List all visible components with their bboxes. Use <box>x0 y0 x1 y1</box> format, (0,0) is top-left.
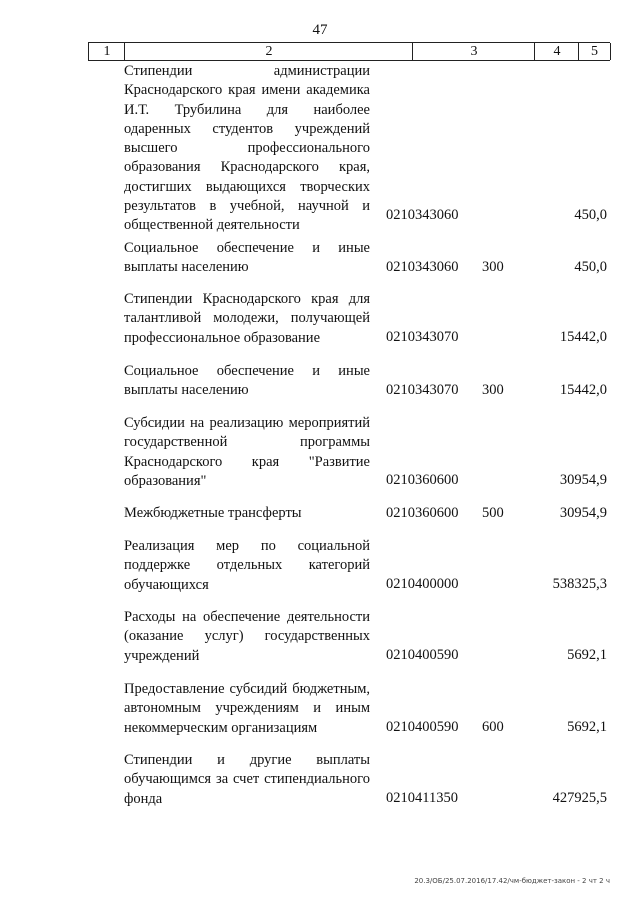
column-header-2: 2 <box>124 43 413 60</box>
row-amount: 30954,9 <box>559 472 607 488</box>
row-amount: 5692,1 <box>567 719 607 735</box>
row-code: 0210411350 <box>386 790 458 806</box>
column-header-4: 4 <box>534 43 579 60</box>
row-amount: 15442,0 <box>559 329 607 345</box>
row-code: 0210343060 <box>386 259 459 275</box>
table-header <box>88 42 610 61</box>
page-number: 47 <box>312 22 328 38</box>
row-amount: 450,0 <box>574 207 607 223</box>
row-name: Социальное обеспечение и иные выплаты населению <box>124 363 370 399</box>
footer-stamp: 20.3/ОБ/25.07.2016/17.42/чм-бюджет-закон - 2 чт 2 ч <box>414 877 610 885</box>
column-header-5: 5 <box>578 43 611 60</box>
row-code: 0210360600 <box>386 472 459 488</box>
row-name: Реализация мер по социальной поддержке отдельных категорий обучающихся <box>124 538 370 593</box>
column-header-1: 1 <box>88 43 125 60</box>
row-name: Стипендии и другие выплаты обучающимся за счет стипендиального фонда <box>124 752 370 807</box>
row-amount: 450,0 <box>574 259 607 275</box>
row-code: 0210343070 <box>386 382 459 398</box>
row-amount: 30954,9 <box>559 505 607 521</box>
row-type: 300 <box>482 382 504 398</box>
row-amount: 427925,5 <box>552 790 607 806</box>
row-name: Предоставление субсидий бюджетным, автономным учреждениям и иным некоммерческим организациям <box>124 681 370 736</box>
row-code: 0210360600 <box>386 505 459 521</box>
row-name: Межбюджетные трансферты <box>124 505 302 521</box>
row-code: 0210400000 <box>386 576 459 592</box>
row-amount: 5692,1 <box>567 647 607 663</box>
row-code: 0210343070 <box>386 329 459 345</box>
row-type: 500 <box>482 505 504 521</box>
row-amount: 538325,3 <box>552 576 607 592</box>
column-header-3: 3 <box>412 43 535 60</box>
row-type: 600 <box>482 719 504 735</box>
row-code: 0210400590 <box>386 647 459 663</box>
row-code: 0210343060 <box>386 207 459 223</box>
row-type: 300 <box>482 259 504 275</box>
row-code: 0210400590 <box>386 719 459 735</box>
row-amount: 15442,0 <box>559 382 607 398</box>
row-name: Расходы на обеспечение деятельности (оказание услуг) государственных учреждений <box>124 609 370 664</box>
row-name: Стипендии Краснодарского края для талантливой молодежи, получающей профессиональное образование <box>124 291 370 346</box>
row-name: Стипендии администрации Краснодарского края имени академика И.Т. Трубилина для наиболее одаренных студентов учреждений высшего профессионального образования Краснодарского края, достигших выдающихся творческих результатов в учебной, научной и общественной деятельности <box>124 63 370 234</box>
row-name: Социальное обеспечение и иные выплаты населению <box>124 240 370 276</box>
row-name: Субсидии на реализацию мероприятий государственной программы Краснодарского края "Развитие образования" <box>124 415 370 489</box>
